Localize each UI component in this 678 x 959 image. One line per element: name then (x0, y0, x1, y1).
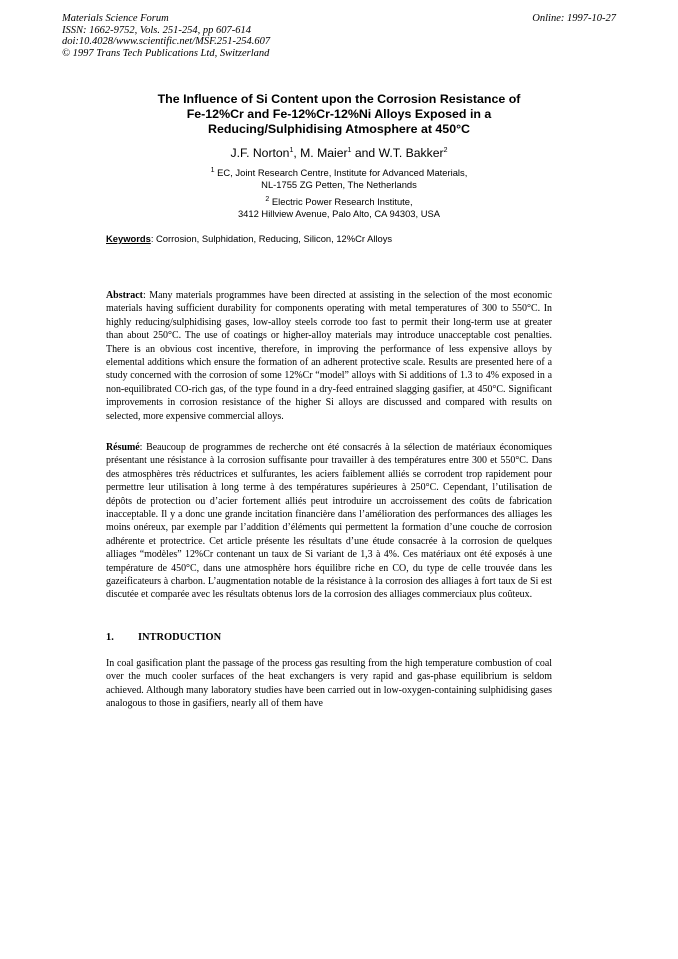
introduction-paragraph: In coal gasification plant the passage of the process gas resulting from the high temperature combustion of coal over the much cooler surfaces of the heat exchangers is very rapid and gas-phase equilibrium is seldom achieved. Although many laboratory studies have been carried out in low-oxygen-containing sulphidising gases analogous to those in gasifiers, nearly all of them have (106, 658, 552, 710)
affiliation-text: Electric Power Research Institute, (269, 196, 413, 207)
affiliation-line: 3412 Hillview Avenue, Palo Alto, CA 94303, USA (237, 208, 441, 220)
author-separator: and (351, 146, 379, 160)
section-heading-introduction (106, 632, 221, 643)
affiliation-line (80, 196, 598, 208)
affiliation-text: EC, Joint Research Centre, Institute for Advanced Materials, (214, 167, 468, 178)
author-name: W.T. Bakker (378, 146, 444, 160)
author-affil-marker: 2 (443, 146, 448, 154)
author-affil-marker: 1 (289, 146, 294, 154)
section-number: 1. (106, 632, 114, 643)
title-line-3: Reducing/Sulphidising Atmosphere at 450°C (208, 122, 470, 136)
title-line-1: The Influence of Si Content upon the Corrosion Resistance of (157, 92, 521, 106)
copyright-line: © 1997 Trans Tech Publications Ltd, Switzerland (62, 47, 270, 59)
author-name: M. Maier (300, 146, 348, 160)
author-list (80, 146, 598, 160)
paper-title (80, 92, 598, 137)
journal-header (62, 13, 270, 59)
title-line-2: Fe-12%Cr and Fe-12%Cr-12%Ni Alloys Exposed in a (186, 107, 492, 121)
resume-label: Résumé (106, 442, 140, 453)
section-title: INTRODUCTION (138, 632, 222, 643)
online-date: Online: 1997-10-27 (532, 13, 616, 24)
author-separator: , (293, 146, 301, 160)
resume-text: : Beaucoup de programmes de recherche ont été consacrés à la sélection de matériaux économiques présentant une résistance à la corrosion suffisante pour travailler à des températures entre 300 et 550°C. Dans des atmosphères très réductrices et sulfurantes, les aciers faiblement alliés se corrodent trop rapidement pour permettre leur utilisation à long terme à des températures supérieures à 250°C. Cependant, l’utilisation de dépôts de protection ou d’acier fortement alliés peut introduire un accroissement des coûts de fabrication inacceptable. Il y a donc une grande incitation financière dans l’amélioration des performances des alliages les moins onéreux, par exemple par l’addition d’éléments qui permettent la formation d’une couche de corrosion adhérente et protectrice. Cet article présente les résultats d’une étude consacrée à la corrosion de quelques alliages “modèles” 12%Cr contenant un taux de Si variant de 1,3 à 4%. Ces matériaux ont été exposés à une température de 450°C, dans une atmosphère hors équilibre riche en CO, du type de celle trouvée dans les gazeificateurs à charbon. L’augmentation notable de la résistance à la corrosion des alliages à fort taux de Si est discutée et comparée avec les résultats obtenus lors de la corrosion des alliages commerciaux plus coûteux. (106, 442, 552, 601)
affil-marker: 2 (265, 195, 270, 203)
journal-name: Materials Science Forum (62, 13, 169, 24)
keywords-label: Keywords (106, 233, 151, 244)
keywords-colon: : (150, 233, 154, 244)
resume-paragraph (106, 441, 552, 602)
abstract-paragraph (106, 289, 552, 423)
keywords-text: Corrosion, Sulphidation, Reducing, Silicon, 12%Cr Alloys (153, 233, 393, 244)
abstract-text: : Many materials programmes have been directed at assisting in the selection of the most economic materials having sufficient durability for components operating with metal temperatures of 300 to 550°C. In highly reducing/sulphidising gases, low-alloy steels corrode too fast to permit their long-term use at greater than about 250°C. The use of coatings or higher-alloy materials may introduce unacceptable cost penalties. There is an obvious cost incentive, therefore, in improving the performance of less expensive alloys by elemental additions which ensure the formation of an adherent protective scale. Results are presented here of a study concerned with the corrosion of some 12%Cr “model” alloys with Si additions of 1.3 to 4% exposed in a non-equilibrated CO-rich gas, of the type found in a dry-feed entrained slagging gasifier, at 450°C. Significant improvements in corrosion resistance of the higher Si alloys are discussed and compared with results on selected, more expensive commercial alloys. (106, 290, 552, 422)
affiliation-2 (80, 196, 598, 220)
issn-line: ISSN: 1662-9752, Vols. 251-254, pp 607-614 (62, 24, 251, 36)
affiliation-line: NL-1755 ZG Petten, The Netherlands (261, 179, 417, 191)
affiliation-line (80, 167, 598, 179)
author-name: J.F. Norton (230, 146, 290, 160)
doi-line[interactable]: doi:10.4028/www.scientific.net/MSF.251-254.607 (62, 36, 271, 48)
affiliation-1 (80, 167, 598, 191)
abstract-label: Abstract (106, 290, 143, 301)
keywords (106, 233, 392, 244)
affil-marker: 1 (210, 166, 215, 174)
author-affil-marker: 1 (347, 146, 352, 154)
